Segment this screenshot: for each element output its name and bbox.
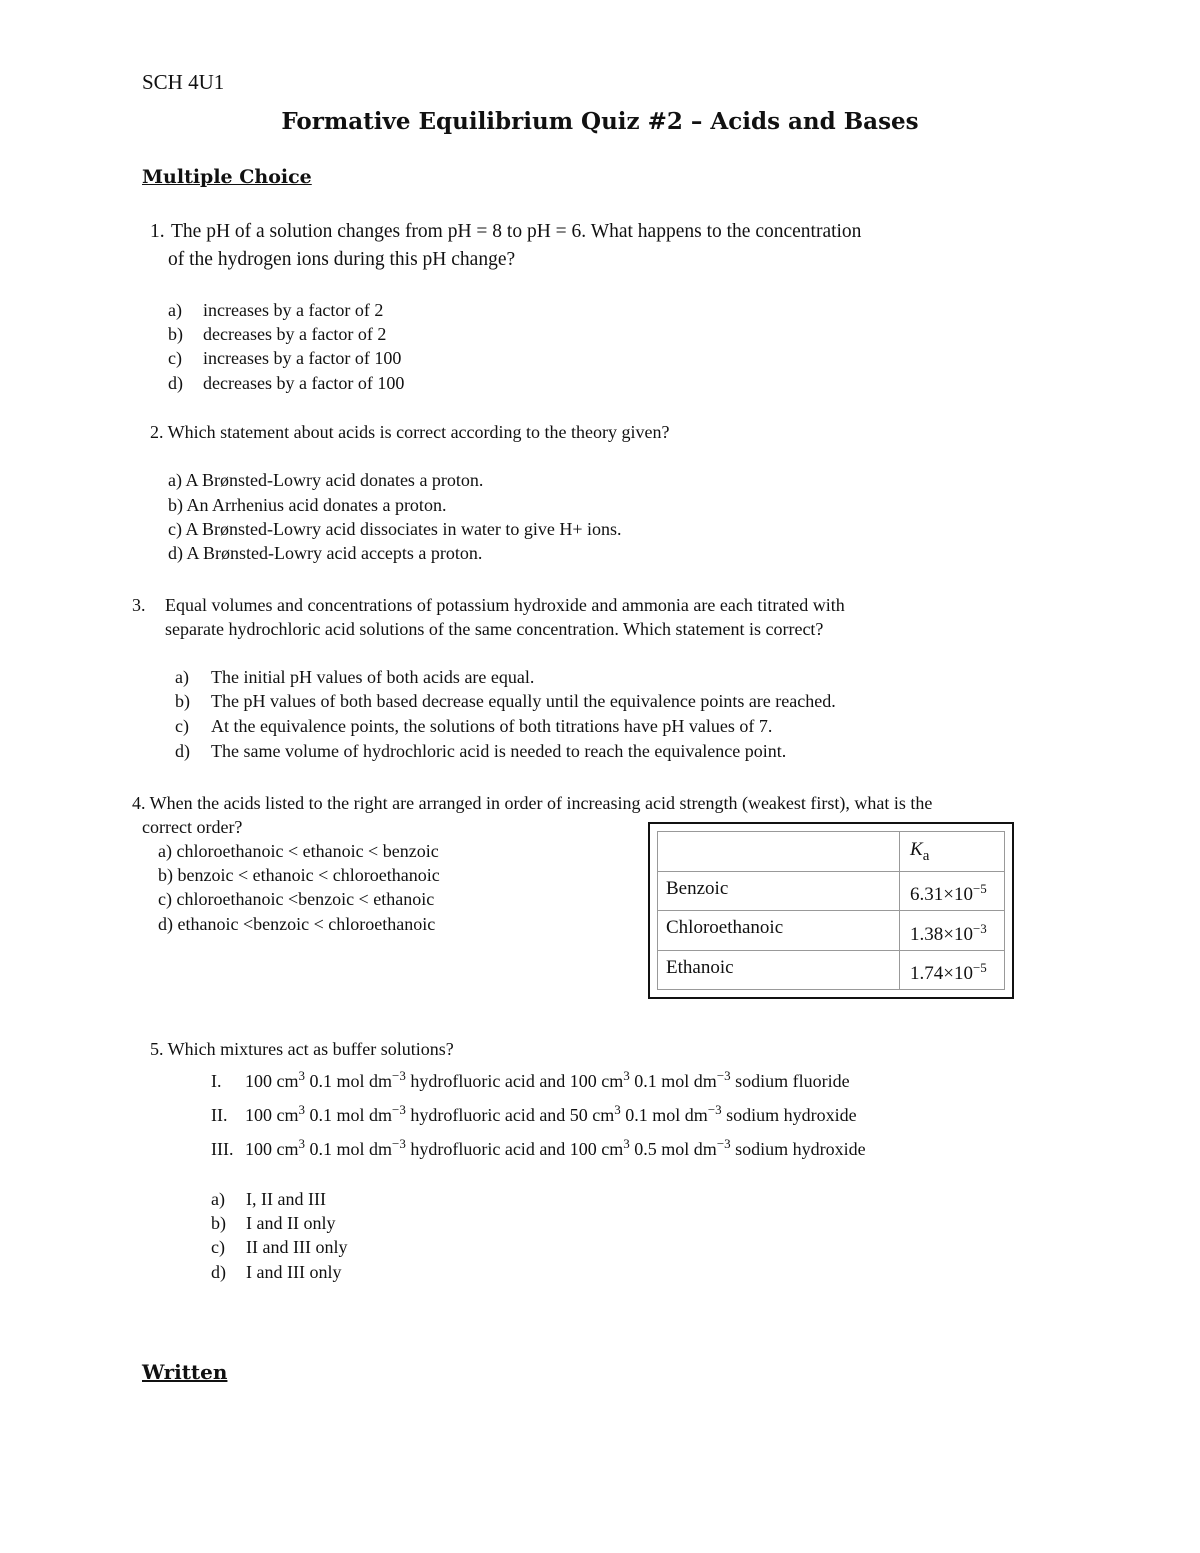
question-4-line-2: correct order? — [142, 817, 243, 837]
option-label: a) — [175, 667, 189, 687]
ka-exponent: −5 — [972, 960, 987, 975]
q4-option-c[interactable]: c) chloroethanoic <benzoic < ethanoic — [158, 889, 435, 909]
option-label: d) — [211, 1262, 226, 1282]
option-label: c) — [168, 348, 182, 368]
option-label: c) — [175, 716, 189, 736]
question-2-text: 2. Which statement about acids is correct according to the theory given? — [150, 422, 670, 442]
ka-subscript: a — [922, 847, 930, 864]
superscript: 3 — [298, 1136, 305, 1151]
q1-option-d[interactable] — [168, 373, 405, 394]
text-part: 0.1 mol dm — [305, 1105, 393, 1125]
question-4-line-1: 4. When the acids listed to the right are arranged in order of increasing acid strength (weakest first), what is the — [132, 793, 933, 813]
ka-row-ethanoic — [658, 950, 1005, 989]
q1-option-c[interactable] — [168, 348, 402, 369]
mixture-i — [211, 1068, 850, 1092]
option-label: a) — [168, 300, 182, 320]
ka-column-header — [900, 832, 1005, 872]
superscript: 3 — [623, 1068, 630, 1083]
superscript: −3 — [392, 1068, 406, 1083]
option-text: The pH values of both based decrease equally until the equivalence points are reached. — [211, 691, 836, 711]
superscript: 3 — [298, 1102, 305, 1117]
ka-mantissa: 1.74×10 — [910, 963, 973, 984]
option-text: The same volume of hydrochloric acid is needed to reach the equivalence point. — [211, 741, 787, 761]
text-part: 100 cm — [245, 1139, 299, 1159]
q1-option-b[interactable] — [168, 324, 387, 345]
option-label: c) — [211, 1237, 225, 1257]
course-code: SCH 4U1 — [142, 70, 225, 94]
option-text: II and III only — [246, 1237, 348, 1257]
q4-option-a[interactable]: a) chloroethanoic < ethanoic < benzoic — [158, 841, 439, 861]
text-part: 0.1 mol dm — [629, 1071, 717, 1091]
question-1-number: 1. — [150, 221, 165, 242]
acid-name: Benzoic — [658, 872, 900, 911]
ka-symbol: K — [910, 838, 923, 860]
q2-option-a[interactable]: a) A Brønsted-Lowry acid donates a proton. — [168, 470, 484, 490]
text-part: 0.5 mol dm — [629, 1139, 717, 1159]
q5-option-b[interactable] — [211, 1213, 336, 1234]
question-3-line-1: Equal volumes and concentrations of potassium hydroxide and ammonia are each titrated with — [165, 595, 845, 615]
option-label: b) — [211, 1213, 226, 1233]
text-part: 100 cm — [245, 1071, 299, 1091]
ka-table — [648, 822, 1014, 999]
text-part: 0.1 mol dm — [305, 1139, 393, 1159]
q3-option-b[interactable] — [175, 691, 836, 712]
ka-value — [900, 872, 1005, 911]
text-part: sodium fluoride — [730, 1071, 850, 1091]
option-text: decreases by a factor of 2 — [203, 324, 387, 344]
superscript: −3 — [392, 1136, 406, 1151]
option-label: b) — [168, 324, 183, 344]
option-text: At the equivalence points, the solutions of both titrations have pH values of 7. — [211, 716, 773, 736]
q3-option-c[interactable] — [175, 716, 773, 737]
ka-value — [900, 950, 1005, 989]
text-part: sodium hydroxide — [730, 1139, 866, 1159]
text-part: 100 cm — [245, 1105, 299, 1125]
option-label: a) — [211, 1189, 225, 1209]
ka-table-empty-header — [658, 832, 900, 872]
q2-option-c[interactable]: c) A Brønsted-Lowry acid dissociates in water to give H+ ions. — [168, 519, 622, 539]
superscript: −3 — [716, 1136, 731, 1151]
q2-option-d[interactable]: d) A Brønsted-Lowry acid accepts a proton. — [168, 543, 483, 563]
ka-value — [900, 911, 1005, 950]
text-part: 0.1 mol dm — [620, 1105, 708, 1125]
written-heading: Written — [142, 1360, 228, 1384]
option-text: The initial pH values of both acids are equal. — [211, 667, 535, 687]
superscript: −3 — [716, 1068, 731, 1083]
mixture-number: I. — [211, 1071, 222, 1091]
option-text: I and III only — [246, 1262, 342, 1282]
q2-option-b[interactable]: b) An Arrhenius acid donates a proton. — [168, 495, 447, 515]
text-part: 0.1 mol dm — [305, 1071, 393, 1091]
superscript: 3 — [298, 1068, 305, 1083]
q5-option-c[interactable] — [211, 1237, 348, 1258]
question-3-line-2: separate hydrochloric acid solutions of the same concentration. Which statement is correct? — [165, 619, 824, 639]
q4-option-d[interactable]: d) ethanoic <benzoic < chloroethanoic — [158, 914, 436, 934]
q5-option-a[interactable] — [211, 1189, 326, 1210]
mixture-number: II. — [211, 1105, 228, 1125]
q5-option-d[interactable] — [211, 1262, 342, 1283]
option-text: increases by a factor of 100 — [203, 348, 402, 368]
mixture-iii — [211, 1136, 866, 1160]
option-label: d) — [175, 741, 190, 761]
question-5-text: 5. Which mixtures act as buffer solutions? — [150, 1039, 454, 1059]
mixture-ii — [211, 1102, 857, 1126]
text-part: hydrofluoric acid and 100 cm — [405, 1139, 624, 1159]
option-label: b) — [175, 691, 190, 711]
superscript: −3 — [707, 1102, 722, 1117]
text-part: hydrofluoric acid and 50 cm — [405, 1105, 615, 1125]
ka-row-benzoic — [658, 872, 1005, 911]
q3-option-a[interactable] — [175, 667, 535, 688]
q3-option-d[interactable] — [175, 741, 787, 762]
q4-option-b[interactable]: b) benzoic < ethanoic < chloroethanoic — [158, 865, 440, 885]
question-3-number: 3. — [132, 595, 146, 615]
mixture-text — [245, 1136, 866, 1160]
text-part: hydrofluoric acid and 100 cm — [405, 1071, 624, 1091]
ka-exponent: −5 — [972, 881, 987, 897]
q1-option-a[interactable] — [168, 300, 384, 321]
acid-name: Chloroethanoic — [658, 911, 900, 950]
ka-exponent: −3 — [972, 920, 987, 936]
text-part: sodium hydroxide — [721, 1105, 857, 1125]
option-text: I and II only — [246, 1213, 336, 1233]
option-text: decreases by a factor of 100 — [203, 373, 405, 393]
mixture-number: III. — [211, 1139, 234, 1159]
option-text: increases by a factor of 2 — [203, 300, 384, 320]
ka-row-chloroethanoic — [658, 911, 1005, 950]
quiz-title: Formative Equilibrium Quiz #2 – Acids and Bases — [281, 108, 919, 135]
mixture-text — [245, 1068, 850, 1092]
acid-name: Ethanoic — [658, 950, 900, 989]
superscript: 3 — [623, 1136, 630, 1151]
question-1-line-2: of the hydrogen ions during this pH change? — [168, 249, 516, 270]
superscript: 3 — [614, 1102, 621, 1117]
multiple-choice-heading: Multiple Choice — [142, 166, 312, 188]
ka-mantissa: 6.31×10 — [910, 884, 973, 906]
question-1-line-1: The pH of a solution changes from pH = 8 to pH = 6. What happens to the concentration — [171, 221, 862, 242]
ka-mantissa: 1.38×10 — [910, 923, 973, 945]
superscript: −3 — [392, 1102, 406, 1117]
option-label: d) — [168, 373, 183, 393]
mixture-text — [245, 1102, 857, 1126]
option-text: I, II and III — [246, 1189, 326, 1209]
